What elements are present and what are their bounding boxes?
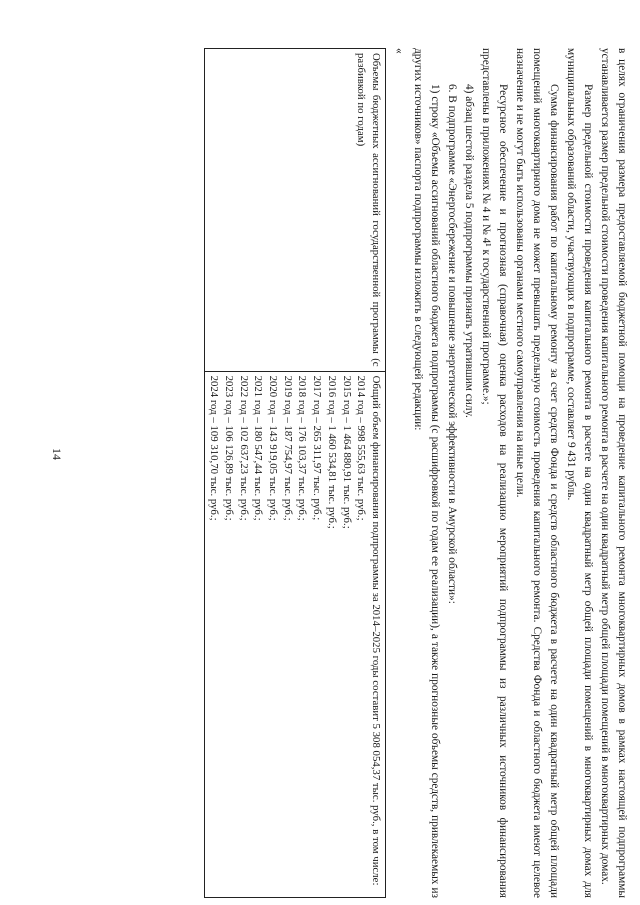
body-paragraph-6: 6. В подпрограмме «Энергосбережение и повышение энергетической эффективности в Амурской области»: — [446, 84, 458, 604]
page-number: 14 — [50, 448, 64, 460]
body-paragraph-5: 4) абзац шестой раздела 5 подпрограммы признать утратившим силу. — [463, 84, 475, 418]
body-paragraph-3: Сумма финансирования работ по капитальному ремонту за счет средств Фонда и средств областного бюджета в расчете на один квадратный метр общей площади помещений многоквартирного дома не может превышать предельную стоимость проведения капитального ремонта. Средства Фонда и областного бюджета имеют целевое назначение и не могут быть использованы органами местного самоуправления на иные цели. — [514, 48, 560, 898]
year-line: 2016 год – 1 460 534,81 тыс. руб.; — [325, 375, 338, 529]
year-line: 2023 год – 106 126,89 тыс. руб.; — [222, 375, 235, 521]
funding-total: Общий объем финансирования подпрограммы за 2014–2025 годы составит 5 308 054,37 тыс. руб., в том числе: — [370, 375, 382, 886]
opening-quote: « — [393, 48, 405, 54]
table-label-cell — [204, 49, 385, 372]
year-line: 2018 год – 176 103,37 тыс. руб.; — [296, 375, 309, 521]
table-value-cell — [204, 371, 385, 897]
funding-table — [204, 48, 386, 898]
body-paragraph-1: в целях ограничения размера предоставляемой бюджетной помощи на проведение капитального ремонта многоквартирных домов в рамках настоящей подпрограммы устанавливается размер предельной стоимости проведения капитального ремонта в расчете на один квадратный метр общей площади помещений в многоквартирных домах. — [599, 48, 628, 898]
body-paragraph-7: 1) строку «Объемы ассигнований областного бюджета подпрограммы (с расшифровкой по годам ее реализации), а также прогнозные объемы средств, привлекаемых из других источников» паспорта подпрограммы изложить в следующей редакции: — [412, 48, 441, 898]
body-paragraph-4: Ресурсное обеспечение и прогнозная (справочная) оценка расходов на реализацию мероприятий подпрограммы из различных источников финансирования представлены в приложениях № 4 и № 4¹ к государственной программе.»; — [480, 48, 509, 898]
document-body — [70, 48, 630, 898]
year-line: 2019 год – 187 754,97 тыс. руб.; — [281, 375, 294, 521]
table-row — [204, 49, 385, 898]
year-line: 2021 год – 180 547,44 тыс. руб.; — [252, 375, 265, 521]
year-line: 2017 год – 265 311,97 тыс. руб.; — [311, 375, 324, 521]
year-line: 2014 год – 998 555,63 тыс. руб.; — [355, 375, 368, 521]
year-line: 2015 год – 1 464 880,91 тыс. руб.; — [340, 375, 353, 529]
table-label: Объемы бюджетных ассигнований государственной программы (с разбивкой по годам) — [355, 53, 382, 367]
year-line: 2022 год – 102 637,23 тыс. руб.; — [237, 375, 250, 521]
year-line: 2024 год – 109 310,70 тыс. руб.; — [208, 375, 221, 521]
body-paragraph-2: Размер предельной стоимости проведения капитального ремонта в расчете на один квадратный метр общей площади помещений в многоквартирных домах для муниципальных образований области, участвующих в подпрограмме, составляет 9 431 рубль. — [565, 48, 594, 898]
year-line: 2020 год – 143 919,05 тыс. руб.; — [267, 375, 280, 521]
